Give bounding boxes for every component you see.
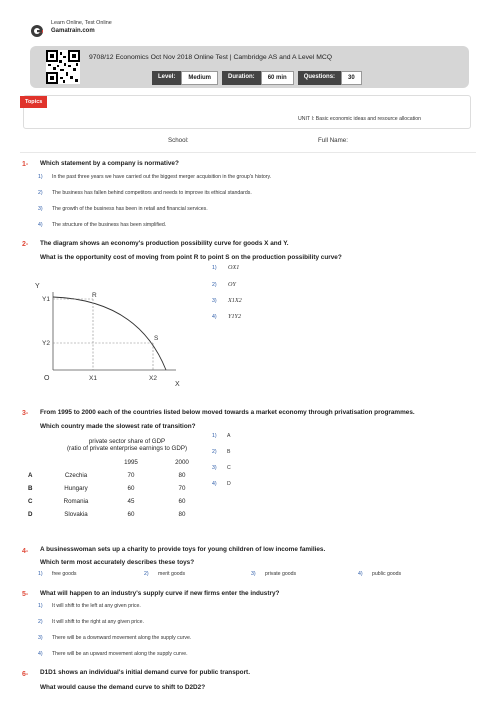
option-text[interactable]: There will be a downward movement along the supply curve.	[52, 635, 192, 641]
table-subtitle: (ratio of private enterprise earnings to GDP)	[66, 445, 188, 452]
gdp-table	[28, 438, 208, 521]
table-row	[28, 482, 208, 495]
x1-label: X1	[89, 375, 97, 382]
option-text[interactable]: In the past three years we have carried out the biggest merger acquisition in the group's history.	[52, 174, 272, 180]
option-number[interactable]: 2)	[212, 282, 217, 288]
option-text[interactable]: The structure of the business has been simplified.	[52, 222, 167, 228]
option-text[interactable]: free goods	[52, 571, 77, 577]
row-letter: C	[28, 498, 33, 505]
row-country: Czechia	[64, 472, 88, 479]
question-number: 4-	[22, 548, 29, 555]
cell-value: 45	[127, 498, 135, 505]
option-text[interactable]: public goods	[372, 571, 402, 577]
school-field[interactable]: School:	[168, 137, 189, 144]
question-number: 5-	[22, 591, 29, 598]
full-name-field[interactable]: Full Name:	[318, 137, 348, 144]
option-text[interactable]: C	[227, 465, 231, 471]
option-number[interactable]: 1)	[38, 174, 43, 180]
question-subtext: Which term most accurately describes these toys?	[40, 559, 195, 566]
test-meta	[152, 71, 362, 85]
table-row	[28, 508, 208, 521]
x2-label: X2	[149, 375, 157, 382]
cell-value: 60	[178, 498, 186, 505]
option-text[interactable]: OY	[228, 281, 236, 288]
column-header: 1995	[124, 459, 138, 466]
qr-code	[46, 50, 80, 84]
questions-value: 30	[341, 71, 362, 85]
option-number[interactable]: 1)	[38, 571, 43, 577]
table-title: private sector share of GDP	[88, 438, 166, 445]
row-country: Slovakia	[64, 511, 88, 518]
question-subtext: What would cause the demand curve to shift to D2D2?	[40, 684, 206, 691]
topics-box	[23, 95, 471, 129]
option-text[interactable]: A	[227, 433, 231, 439]
question-text: The diagram shows an economy's production possibility curve for goods X and Y.	[40, 240, 289, 247]
option-number[interactable]: 4)	[38, 651, 43, 657]
option-number[interactable]: 2)	[144, 571, 149, 577]
duration-label: Duration:	[222, 71, 261, 85]
question-text: What will happen to an industry's supply curve if new firms enter the industry?	[40, 590, 280, 597]
option-number[interactable]: 3)	[38, 206, 43, 212]
option-number[interactable]: 4)	[38, 222, 43, 228]
option-text[interactable]: private goods	[265, 571, 297, 577]
option-text[interactable]: The business has fallen behind competitors and needs to improve its ethical standards.	[52, 190, 252, 196]
option-number[interactable]: 4)	[358, 571, 363, 577]
row-letter: B	[28, 485, 33, 492]
point-s-label: S	[154, 335, 159, 342]
row-country: Romania	[63, 498, 89, 505]
site-tagline: Learn Online, Test Online	[51, 20, 112, 26]
option-number[interactable]: 2)	[38, 190, 43, 196]
x-axis-label: X	[175, 381, 180, 388]
question-number: 3-	[22, 410, 29, 417]
option-number[interactable]: 2)	[38, 619, 43, 625]
y-axis-label: Y	[35, 283, 40, 290]
question-text: D1D1 shows an individual's initial demand curve for public transport.	[40, 669, 250, 676]
question-subtext: What is the opportunity cost of moving from point R to point S on the production possibility curve?	[40, 254, 342, 261]
site-name[interactable]: Gamatrain.com	[51, 28, 95, 34]
question-subtext: Which country made the slowest rate of transition?	[40, 423, 196, 430]
question-number: 2-	[22, 241, 29, 248]
option-number[interactable]: 1)	[212, 433, 217, 439]
level-value: Medium	[181, 71, 218, 85]
test-title: 9708/12 Economics Oct Nov 2018 Online Test | Cambridge AS and A Level MCQ	[89, 54, 333, 61]
row-country: Hungary	[64, 485, 88, 492]
cell-value: 70	[178, 485, 186, 492]
origin-label: O	[44, 375, 50, 382]
option-text[interactable]: It will shift to the left at any given price.	[52, 603, 141, 609]
option-number[interactable]: 1)	[212, 265, 217, 271]
column-header: 2000	[175, 459, 189, 466]
site-logo[interactable]	[30, 24, 46, 38]
option-text[interactable]: merit goods	[158, 571, 186, 577]
question-number: 1-	[22, 161, 29, 168]
option-number[interactable]: 3)	[212, 298, 217, 304]
question-number: 6-	[22, 671, 29, 678]
duration-value: 60 min	[261, 71, 294, 85]
point-r-label: R	[92, 292, 97, 299]
option-text[interactable]: B	[227, 449, 231, 455]
questions-label: Questions:	[298, 71, 341, 85]
option-number[interactable]: 2)	[212, 449, 217, 455]
cell-value: 80	[178, 472, 186, 479]
option-number[interactable]: 1)	[38, 603, 43, 609]
option-text[interactable]: There will be an upward movement along the supply curve.	[52, 651, 188, 657]
table-row	[28, 469, 208, 482]
option-text[interactable]: X1X2	[228, 297, 242, 304]
divider	[20, 152, 476, 153]
ppc-diagram	[28, 270, 198, 394]
level-label: Level:	[152, 71, 181, 85]
option-text[interactable]: The growth of the business has been in retail and financial services.	[52, 206, 208, 212]
question-text: From 1995 to 2000 each of the countries listed below moved towards a market economy through privatisation programmes.	[40, 409, 415, 416]
topic-unit: UNIT I: Basic economic ideas and resource allocation	[298, 116, 422, 122]
ppc-curve	[53, 297, 166, 370]
option-text[interactable]: OX1	[228, 264, 240, 271]
option-number[interactable]: 4)	[212, 314, 217, 320]
row-letter: D	[28, 511, 33, 518]
question-text: A businesswoman sets up a charity to provide toys for young children of low income families.	[40, 546, 326, 553]
question-text: Which statement by a company is normative?	[40, 160, 179, 167]
topics-badge: Topics	[20, 96, 47, 108]
option-text[interactable]: It will shift to the right at any given price.	[52, 619, 144, 625]
option-number[interactable]: 4)	[212, 481, 217, 487]
y1-label: Y1	[42, 296, 50, 303]
table-header-row	[28, 456, 208, 469]
row-letter: A	[28, 472, 33, 479]
option-number[interactable]: 3)	[38, 635, 43, 641]
option-text[interactable]: D	[227, 481, 231, 487]
option-number[interactable]: 3)	[251, 571, 256, 577]
option-text[interactable]: Y1Y2	[228, 313, 242, 320]
y2-label: Y2	[42, 340, 50, 347]
cell-value: 80	[178, 511, 186, 518]
option-number[interactable]: 3)	[212, 465, 217, 471]
table-row	[28, 495, 208, 508]
cell-value: 60	[127, 485, 135, 492]
cell-value: 60	[127, 511, 135, 518]
cell-value: 70	[127, 472, 135, 479]
